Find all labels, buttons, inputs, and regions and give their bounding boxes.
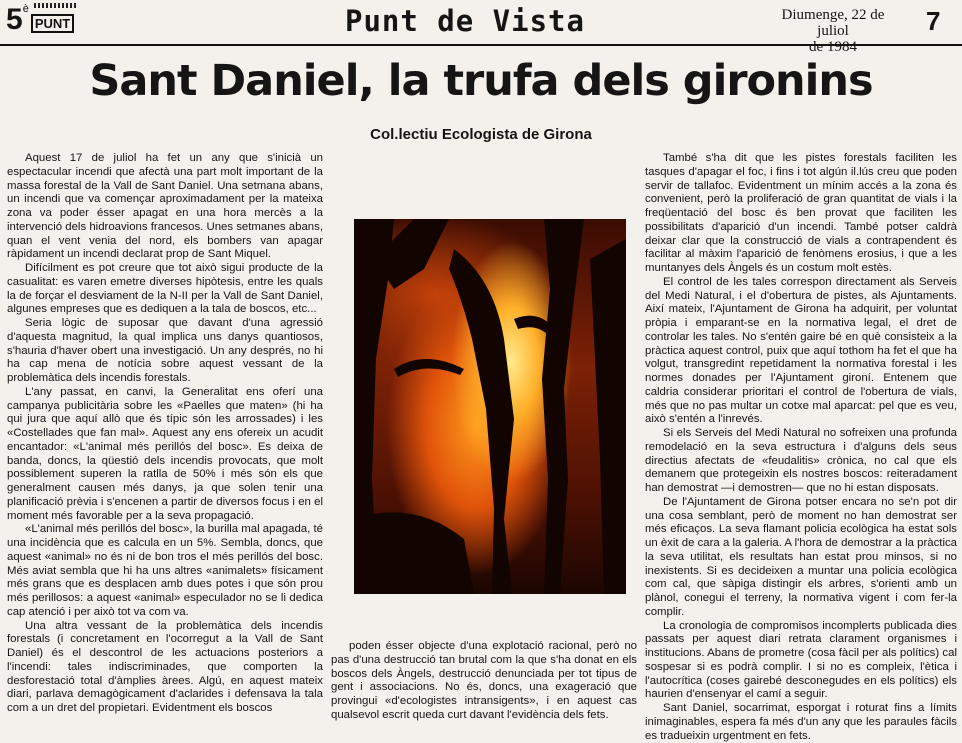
date-line-1: Diumenge, 22 de juliol bbox=[781, 7, 885, 39]
article-paragraph: Aquest 17 de juliol ha fet un any que s'inicià un espectacular incendi que afectà una part molt important de la massa forestal de la Vall de Sant Daniel. Una setmana abans, un incendi que va començar aproximadament per la mateixa zona va poder ésser apagat en una hora mercès a la intervenció dels hidroavions francesos. Unes setmanes abans, quan el vent venia del nord, els bombers van apagar ràpidament un incendi declarat prop de Sant Miquel. bbox=[7, 152, 323, 261]
newspaper-logo bbox=[6, 5, 74, 35]
article-column-left bbox=[7, 152, 323, 716]
publication-date bbox=[768, 7, 898, 55]
article-headline: Sant Daniel, la trufa dels gironins bbox=[89, 56, 873, 106]
page-number: 7 bbox=[926, 6, 941, 36]
article-paragraph: poden ésser objecte d'una explotació racional, però no pas d'una destrucció tan brutal com la que s'ha donat en els boscos dels Àngels, destrucció denunciada per tot tipus de gent i associacions. No és, doncs, una exageració que provingui «d'ecologistes intransigents», i en aquest cas qualsevol escrit queda curt davant l'evidència dels fets. bbox=[331, 640, 637, 721]
page-header bbox=[0, 0, 962, 55]
forest-fire-photo bbox=[354, 219, 626, 594]
article-paragraph: També s'ha dit que les pistes forestals faciliten les tasques d'apagar el foc, i fins i tot algún il.lús creu que poden servir de tallafoc. Evidentment un mínim accés a la zona és convenient, però la proliferació de gran quantitat de vials i la freqüentació del bosc és ben provat que faciliten les possibilitats d'aparició d'un incendi. També potser caldrà deixar clar que la construcció de vials a contrapendent és facilitar al màxim l'aparició de fenòmens erosius, i que a les muntanyes dels Àngels és un costum molt estès. bbox=[645, 152, 957, 274]
logo-number: 5 bbox=[6, 3, 23, 36]
article-paragraph: L'any passat, en canvi, la Generalitat ens oferí una campanya publicitària sobre les «Paelles que maten» (hi ha qui jura que aquí allò que és típic són les arrossades) i les «Costellades que fan mal». Aquest any ens ofereix un acudit encantador: «L'animal més perillós del bosc». Es deixa de banda, doncs, la qüestió dels incendis provocats, que molt possiblement superen la ratlla de 50% i més són els que generalment causen més danys, ja que solen tenir una planificació prèvia i s'encenen a partir de diversos focus i en el moment més favorable per a la seva propagació. bbox=[7, 385, 323, 522]
article-paragraph: De l'Ajuntament de Girona potser encara no se'n pot dir una cosa semblant, però de moment no han demostrat ser més eficaços. La seva flamant policia ecològica ha estat sols un èxit de cara a la galeria. A l'hora de demostrar a la pràctica la seva utilitat, els resultats han estat prou minsos, si no inexistents. Si es decideixen a muntar una policia ecològica com cal, que sàpiga distingir els arbres, s'orienti amb un plànol, conegui el terreny, la normativa vigent i com fer-la complir. bbox=[645, 495, 957, 618]
article-column-right bbox=[645, 152, 957, 743]
article-paragraph: Sant Daniel, socarrimat, esporgat i roturat fins a límits inimaginables, espera fa més d'un any que les paraules fàcils es tradueixin urgentment en fets. bbox=[645, 702, 957, 742]
article-paragraph: «L'animal més perillós del bosc», la burilla mal apagada, té una incidència que es calcula en un 5%. Sembla, doncs, que aquest «animal» no és ni de bon tros el més perillós del bosc. Més aviat sembla que hi ha uns altres «animalets» físicament més grans que es desplacen amb dues potes i que són prou més perillosos: a aquest «animal» especulador no se li dedica cap atenció i per això tot va com va. bbox=[7, 523, 323, 618]
article-byline: Col.lectiu Ecologista de Girona bbox=[370, 126, 592, 143]
logo-tagline-strip bbox=[34, 3, 78, 8]
logo-box: PUNT bbox=[31, 14, 74, 33]
article-paragraph: Seria lògic de suposar que davant d'una agressió d'aquesta magnitud, la qual implica uns danys quantiosos, s'hauria d'haver obert una investigació. Un any després, no hi ha cap mena de notícia sobre aquest vessant de la problemàtica dels incendis forestals. bbox=[7, 317, 323, 384]
date-line-2: de 1984 bbox=[809, 39, 857, 55]
section-title: Punt de Vista bbox=[345, 4, 585, 38]
article-paragraph: El control de les tales correspon directament als Serveis del Medi Natural, i el d'obertura de pistes, als Ajuntaments. Així mateix, l'Ajuntament de Girona ha adquirit, per voluntat pròpia i emparant-se en la normativa legal, el dret de controlar les tales. No s'entén gaire bé en què consisteix a la pràctica aquest control, puix que aquí tothom ha fet el que ha volgut, transgredint repetidament la normativa forestal i les normes donades per l'Ajuntament gironí. Entenem que caldria considerar prioritari el control de l'obertura de vials, més que no pas multar un cotxe mal aparcat: pel que es veu, això s'entén a l'inrevés. bbox=[645, 275, 957, 426]
article-paragraph: Difícilment es pot creure que tot això sigui producte de la casualitat: es varen emetre diverses hipòtesis, entre les quals la de forçar el desviament de la N-II per la Vall de Sant Daniel, algunes empreses que es dediquen a la tala de boscos, etc... bbox=[7, 262, 323, 316]
tree-silhouettes bbox=[354, 219, 626, 594]
article-column-middle bbox=[331, 640, 637, 723]
article-paragraph: Una altra vessant de la problemàtica dels incendis forestals (i concretament en l'ocorregut a la Vall de Sant Daniel) és el descontrol de les actuacions posteriors a l'incendi: tales indiscriminades, que comporten la desforestació total d'àmplies àrees. Algú, en aquest mateix diari, parlava demagògicament d'aclarides i defensava la tala com a un dret del propietari. Evidentment els boscos bbox=[7, 619, 323, 714]
article-paragraph: Si els Serveis del Medi Natural no sofreixen una profunda remodelació en la seva estructura i d'alguns dels seus directius afectats de «feudalitis» crònica, no cal que els demanem que protegeixin els nostres boscos: reiteradament han demostrat —i demostren— que no hi estan disposats. bbox=[645, 427, 957, 494]
article-paragraph: La cronologia de compromisos incomplerts publicada dies passats per aquest diari retrata clarament organismes i institucions. Abans de prometre (cosa fàcil per als polítics) cal sospesar si es podrà complir. I si no es compleix, l'ètica i l'autocrítica (coses gairebé desconegudes en els polítics) els haurien d'ensenyar el camí a seguir. bbox=[645, 619, 957, 701]
logo-superscript: è bbox=[22, 3, 29, 15]
